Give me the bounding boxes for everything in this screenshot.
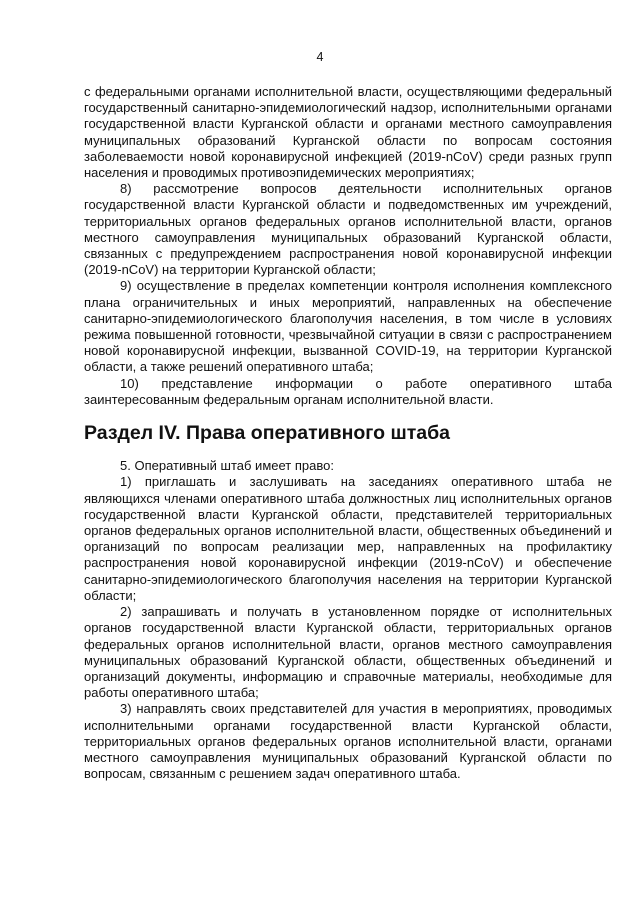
paragraph-continuation: с федеральными органами исполнительной власти, осуществляющими федеральный государственный санитарно-эпидемиологический надзор, исполнительными органами государственной власти Курганской области и органами местного самоуправления муниципальных образований Курганской области по вопросам состояния заболеваемости новой коронавирусной инфекцией (2019-nCoV) среди разных групп населения и проводимых противоэпидемических мероприятиях; [84,84,612,181]
document-body [84,84,612,782]
page-number: 4 [316,50,324,64]
list-item-9: 9) осуществление в пределах компетенции контроля исполнения комплексного плана ограничительных и иных мероприятий, направленных на обеспечение санитарно-эпидемиологического благополучия населения, в том числе в условиях режима повышенной готовности, чрезвычайной ситуации в связи с распространением новой коронавирусной инфекции, вызванной COVID-19, на территории Курганской области, а также решений оперативного штаба; [84,278,612,375]
section-heading: Раздел IV. Права оперативного штаба [84,422,451,445]
right-item-1: 1) приглашать и заслушивать на заседаниях оперативного штаба не являющихся членами оперативного штаба должностных лиц исполнительных органов государственной власти Курганской области, представителей территориальных органов федеральных органов исполнительной власти, общественных объединений и организаций по вопросам реализации мер, направленных на профилактику распространения новой коронавирусной инфекции (2019-nCoV) и обеспечение санитарно-эпидемиологического благополучия населения на территории Курганской области; [84,474,612,603]
right-item-2: 2) запрашивать и получать в установленном порядке от исполнительных органов государственной власти Курганской области, территориальных органов федеральных органов исполнительной власти, органов местного самоуправления муниципальных образований Курганской области, общественных объединений и организаций документы, информацию и справочные материалы, необходимые для работы оперативного штаба; [84,604,612,701]
right-item-3: 3) направлять своих представителей для участия в мероприятиях, проводимых исполнительными органами государственной власти Курганской области, территориальных органов федеральных органов исполнительной власти, органами местного самоуправления муниципальных образований Курганской области по вопросам, связанным с решением задач оперативного штаба. [84,701,612,782]
list-item-10: 10) представление информации о работе оперативного штаба заинтересованным федеральным органам исполнительной власти. [84,375,612,407]
list-item-8: 8) рассмотрение вопросов деятельности исполнительных органов государственной власти Курганской области и подведомственных им учреждений, территориальных органов федеральных органов исполнительной власти, органов местного самоуправления муниципальных образований Курганской области, связанных с предупреждением распространения новой коронавирусной инфекции (2019-nCoV) на территории Курганской области; [84,181,612,278]
clause-5-intro: 5. Оперативный штаб имеет право: [120,458,334,474]
